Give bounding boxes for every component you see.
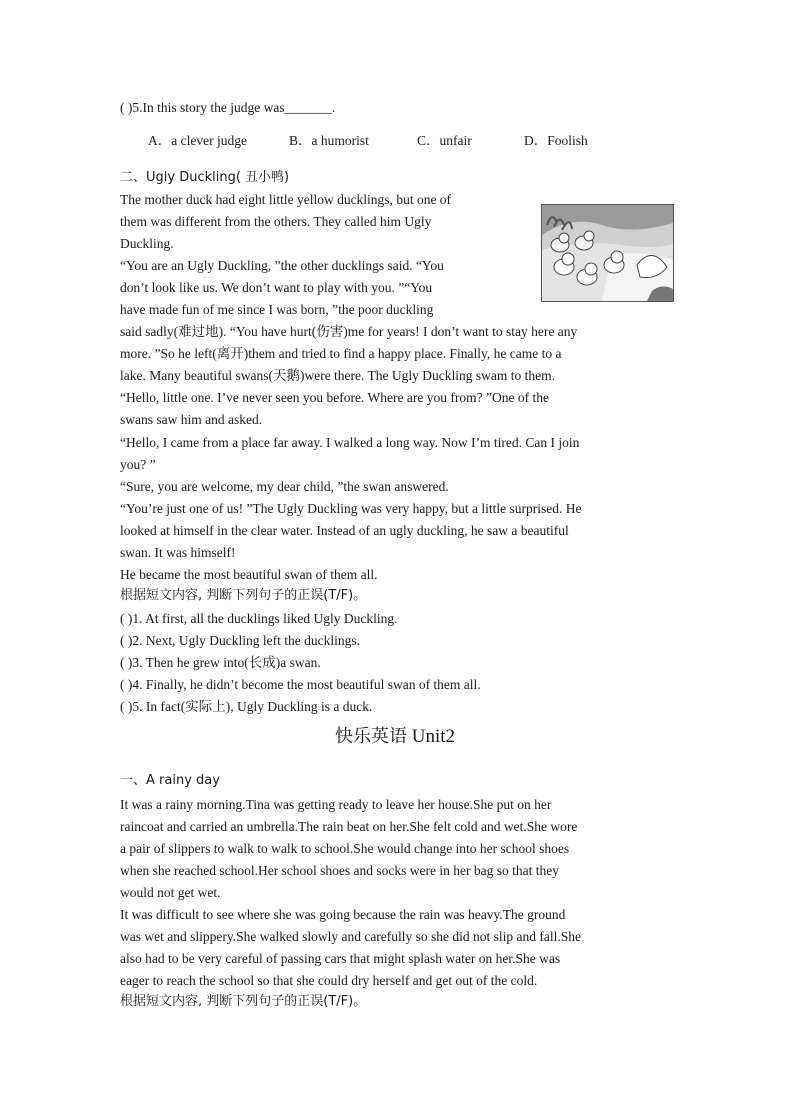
paragraph-line: them was different from the others. They called him Ugly [120, 214, 432, 229]
section-heading-rainy-day: 一、A rainy day [120, 773, 220, 788]
section-heading-ugly-duckling: 二、Ugly Duckling( 丑小鸭) [120, 170, 290, 185]
paragraph-line: It was difficult to see where she was going because the rain was heavy.The ground [120, 907, 566, 922]
paragraph-line: would not get wet. [120, 885, 221, 900]
paragraph-line: “You’re just one of us! ”The Ugly Duckling was very happy, but a little surprised. He [120, 501, 582, 516]
ducklings-illustration [541, 204, 674, 302]
paragraph-line: swan. It was himself! [120, 545, 236, 560]
tf-question-5: ( )5. In fact(实际上), Ugly Duckling is a duck. [120, 699, 373, 714]
option-a: A．a clever judge [148, 133, 247, 148]
option-c: C．unfair [417, 133, 472, 148]
unit-title-chinese: 快乐英语 [334, 726, 407, 747]
instruction-text: 根据短文内容, 判断下列句子的正误(T/F)。 [120, 588, 367, 603]
paragraph-line: when she reached school.Her school shoes and socks were in her bag so that they [120, 863, 559, 878]
paragraph-line: was wet and slippery.She walked slowly and carefully so she did not slip and fall.She [120, 929, 582, 944]
paragraph-line: lake. Many beautiful swans(天鹅)were there. The Ugly Duckling swam to them. [120, 368, 556, 383]
tf-question-2: ( )2. Next, Ugly Duckling left the ducklings. [120, 633, 360, 648]
option-b: B．a humorist [289, 133, 369, 148]
question-5-stem: ( )5.In this story the judge was_______. [120, 100, 336, 115]
paragraph-line: Duckling. [120, 236, 174, 251]
paragraph-line: The mother duck had eight little yellow ducklings, but one of [120, 192, 452, 207]
paragraph-line: raincoat and carried an umbrella.The rain beat on her.She felt cold and wet.She wore [120, 819, 578, 834]
paragraph-line: “You are an Ugly Duckling, ”the other ducklings said. “You [120, 258, 444, 273]
paragraph-line: “Sure, you are welcome, my dear child, ”the swan answered. [120, 479, 449, 494]
ducklings-and-swans-icon [542, 205, 673, 301]
tf-question-1: ( )1. At first, all the ducklings liked Ugly Duckling. [120, 611, 398, 626]
option-d: D．Foolish [524, 133, 588, 148]
unit-title [0, 726, 790, 748]
paragraph-line: also had to be very careful of passing cars that might splash water on her.She was [120, 951, 561, 966]
tf-question-4: ( )4. Finally, he didn’t become the most beautiful swan of them all. [120, 677, 481, 692]
paragraph-line: He became the most beautiful swan of them all. [120, 567, 378, 582]
paragraph-line: don’t look like us. We don’t want to play with you. ”“You [120, 280, 433, 295]
paragraph-line: have made fun of me since I was born, ”the poor duckling [120, 302, 434, 317]
paragraph-line: you? ” [120, 457, 156, 472]
instruction-text: 根据短文内容, 判断下列句子的正误(T/F)。 [120, 994, 367, 1009]
tf-question-3: ( )3. Then he grew into(长成)a swan. [120, 655, 321, 670]
paragraph-line: more. ”So he left(离开)them and tried to find a happy place. Finally, he came to a [120, 346, 562, 361]
paragraph-line: “Hello, I came from a place far away. I walked a long way. Now I’m tired. Can I join [120, 435, 580, 450]
paragraph-line: “Hello, little one. I’ve never seen you before. Where are you from? ”One of the [120, 390, 549, 405]
paragraph-line: eager to reach the school so that she could dry herself and get out of the cold. [120, 973, 538, 988]
paragraph-line: said sadly(难过地). “You have hurt(伤害)me for years! I don’t want to stay here any [120, 324, 578, 339]
paragraph-line: a pair of slippers to walk to walk to school.She would change into her school shoes [120, 841, 570, 856]
paragraph-line: It was a rainy morning.Tina was getting ready to leave her house.She put on her [120, 797, 552, 812]
unit-title-english: Unit2 [411, 726, 456, 747]
paragraph-line: looked at himself in the clear water. Instead of an ugly duckling, he saw a beautiful [120, 523, 569, 538]
paragraph-line: swans saw him and asked. [120, 412, 263, 427]
